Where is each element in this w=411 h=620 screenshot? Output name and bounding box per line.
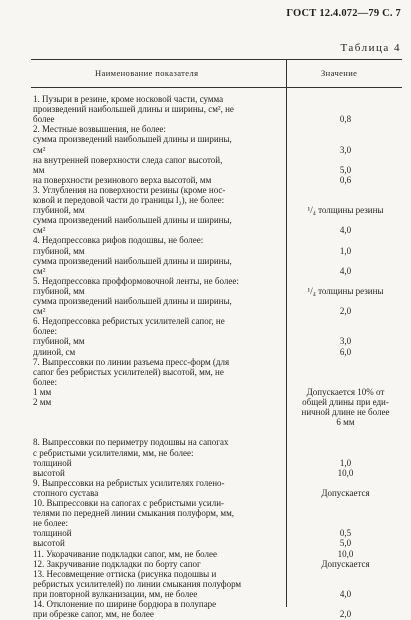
table-caption: Таблица 4: [340, 42, 401, 54]
row-label: телями по передней линии смыкания полуформ, мм,: [33, 508, 235, 519]
row-value: 1,0: [339, 245, 352, 256]
row-value: ¹/₄ толщины резины: [307, 285, 384, 296]
row-label: сумма произведений наибольшей длины и ширины,: [33, 255, 232, 266]
row-value: общей длины при еди-: [302, 397, 389, 407]
specification-table: [31, 59, 402, 620]
row-value: Допускается: [321, 487, 370, 498]
row-value: 10,0: [337, 467, 354, 478]
row-label: глубиной, мм: [33, 285, 85, 296]
row-label: глубиной, мм: [33, 205, 85, 216]
table-top-border: [31, 59, 402, 60]
row-label: 14. Отклонение по ширине бордюра в полупаре: [33, 599, 217, 609]
row-label: глубиной, мм: [33, 336, 85, 347]
header-gost: ГОСТ 12.4.072—79 С. 7: [286, 8, 401, 19]
row-label: длиной, см: [33, 346, 76, 357]
row-label: 6. Недопрессовка ребристых усилителей сапог, не: [33, 316, 225, 327]
row-label: ковой и передовой части до границы l₂), не более:: [33, 195, 225, 205]
row-label: 1. Пузыри в резине, кроме носковой части, сумма: [33, 94, 224, 104]
row-value: 4,0: [339, 588, 352, 599]
row-label: не более:: [33, 518, 69, 529]
row-label: 4. Недопрессовка рифов подошвы, не более:: [33, 235, 204, 246]
row-label: см²: [33, 225, 46, 236]
row-label: 10. Выпрессовки на сапогах с ребристыми усили-: [33, 498, 225, 508]
row-value: 0,8: [339, 114, 352, 125]
row-value: 2,0: [339, 306, 352, 317]
row-label: при обрезке сапог, мм, не более: [33, 609, 154, 620]
row-value: ¹/₄ толщины резины: [307, 205, 384, 216]
row-label: сумма произведений наибольшей длины и ширины,: [33, 134, 232, 145]
row-label: см²: [33, 306, 46, 317]
row-label: стопного сустава: [33, 487, 99, 498]
row-label: более:: [33, 326, 57, 337]
row-value: 10,0: [337, 548, 354, 559]
row-label: произведений наибольшей длины и ширины, см², не: [33, 104, 234, 115]
row-label: при повторной вулканизации, мм, не более: [33, 588, 198, 599]
column-header-name: Наименование показателя: [95, 68, 199, 78]
row-value: 3,0: [339, 144, 352, 155]
row-value: 0,6: [339, 174, 352, 185]
row-value: 0,5: [339, 528, 352, 539]
row-label: 9. Выпрессовки на ребристых усилителях голено-: [33, 477, 225, 488]
row-label: 8. Выпрессовки по периметру подошвы на сапогах: [33, 437, 229, 448]
table-header-border: [31, 87, 402, 88]
row-label: мм: [33, 164, 45, 175]
row-label: сапог без ребристых усилителей) высотой, мм, не: [33, 366, 224, 377]
row-value: Допускается: [321, 558, 370, 569]
row-value: 4,0: [339, 225, 352, 236]
row-label: сумма произведений наибольшей длины и ширины,: [33, 215, 232, 226]
row-label: 1 мм: [33, 386, 52, 397]
row-label: см²: [33, 144, 46, 155]
row-label: 2. Местные возвышения, не более:: [33, 124, 166, 135]
row-value: 3,0: [339, 336, 352, 347]
row-label: на внутренней поверхности следа сапог высотой,: [33, 154, 223, 165]
row-value: 6,0: [339, 346, 352, 357]
table-row: [31, 609, 402, 620]
row-label: толщиной: [33, 528, 72, 539]
row-label: на поверхности резинового верха высотой, мм: [33, 174, 212, 185]
row-value: 4,0: [339, 265, 352, 276]
row-value: 5,0: [339, 164, 352, 175]
row-value: 1,0: [339, 457, 352, 468]
row-label: 5. Недопрессовка профформовочной ленты, не более:: [33, 275, 239, 286]
row-label: 13. Несовмещение оттиска (рисунка подошвы и: [33, 568, 217, 579]
row-label: 3. Углубления на поверхности резины (кроме нос-: [33, 184, 226, 195]
row-label: 11. Укорачивание подкладки сапог, мм, не более: [33, 548, 218, 559]
row-label: высотой: [33, 538, 65, 549]
row-label: глубиной, мм: [33, 245, 85, 256]
row-value: 5,0: [339, 538, 352, 549]
row-label: 2 мм: [33, 397, 52, 407]
row-label: более:: [33, 376, 57, 387]
row-label: с ребристыми усилителями, мм, не более:: [33, 447, 194, 458]
column-header-value: Значение: [321, 68, 358, 78]
row-label: см²: [33, 265, 46, 276]
row-label: сумма произведений наибольшей длины и ширины,: [33, 296, 232, 306]
row-label: 7. Выпрессовки по линии разъема пресс-форм (для: [33, 356, 230, 367]
row-value: 6 мм: [336, 417, 355, 428]
row-value: Допускается 10% от: [306, 386, 385, 397]
row-value: 2,0: [339, 609, 352, 620]
row-label: 12. Закручивание подкладки по борту сапог: [33, 558, 201, 569]
row-label: толщиной: [33, 457, 72, 468]
row-label: высотой: [33, 467, 65, 478]
row-value: ничной длине не более: [301, 407, 390, 418]
row-label: ребристых усилителей) по линии смыкания полуформ: [33, 578, 242, 589]
row-label: более: [33, 114, 55, 125]
